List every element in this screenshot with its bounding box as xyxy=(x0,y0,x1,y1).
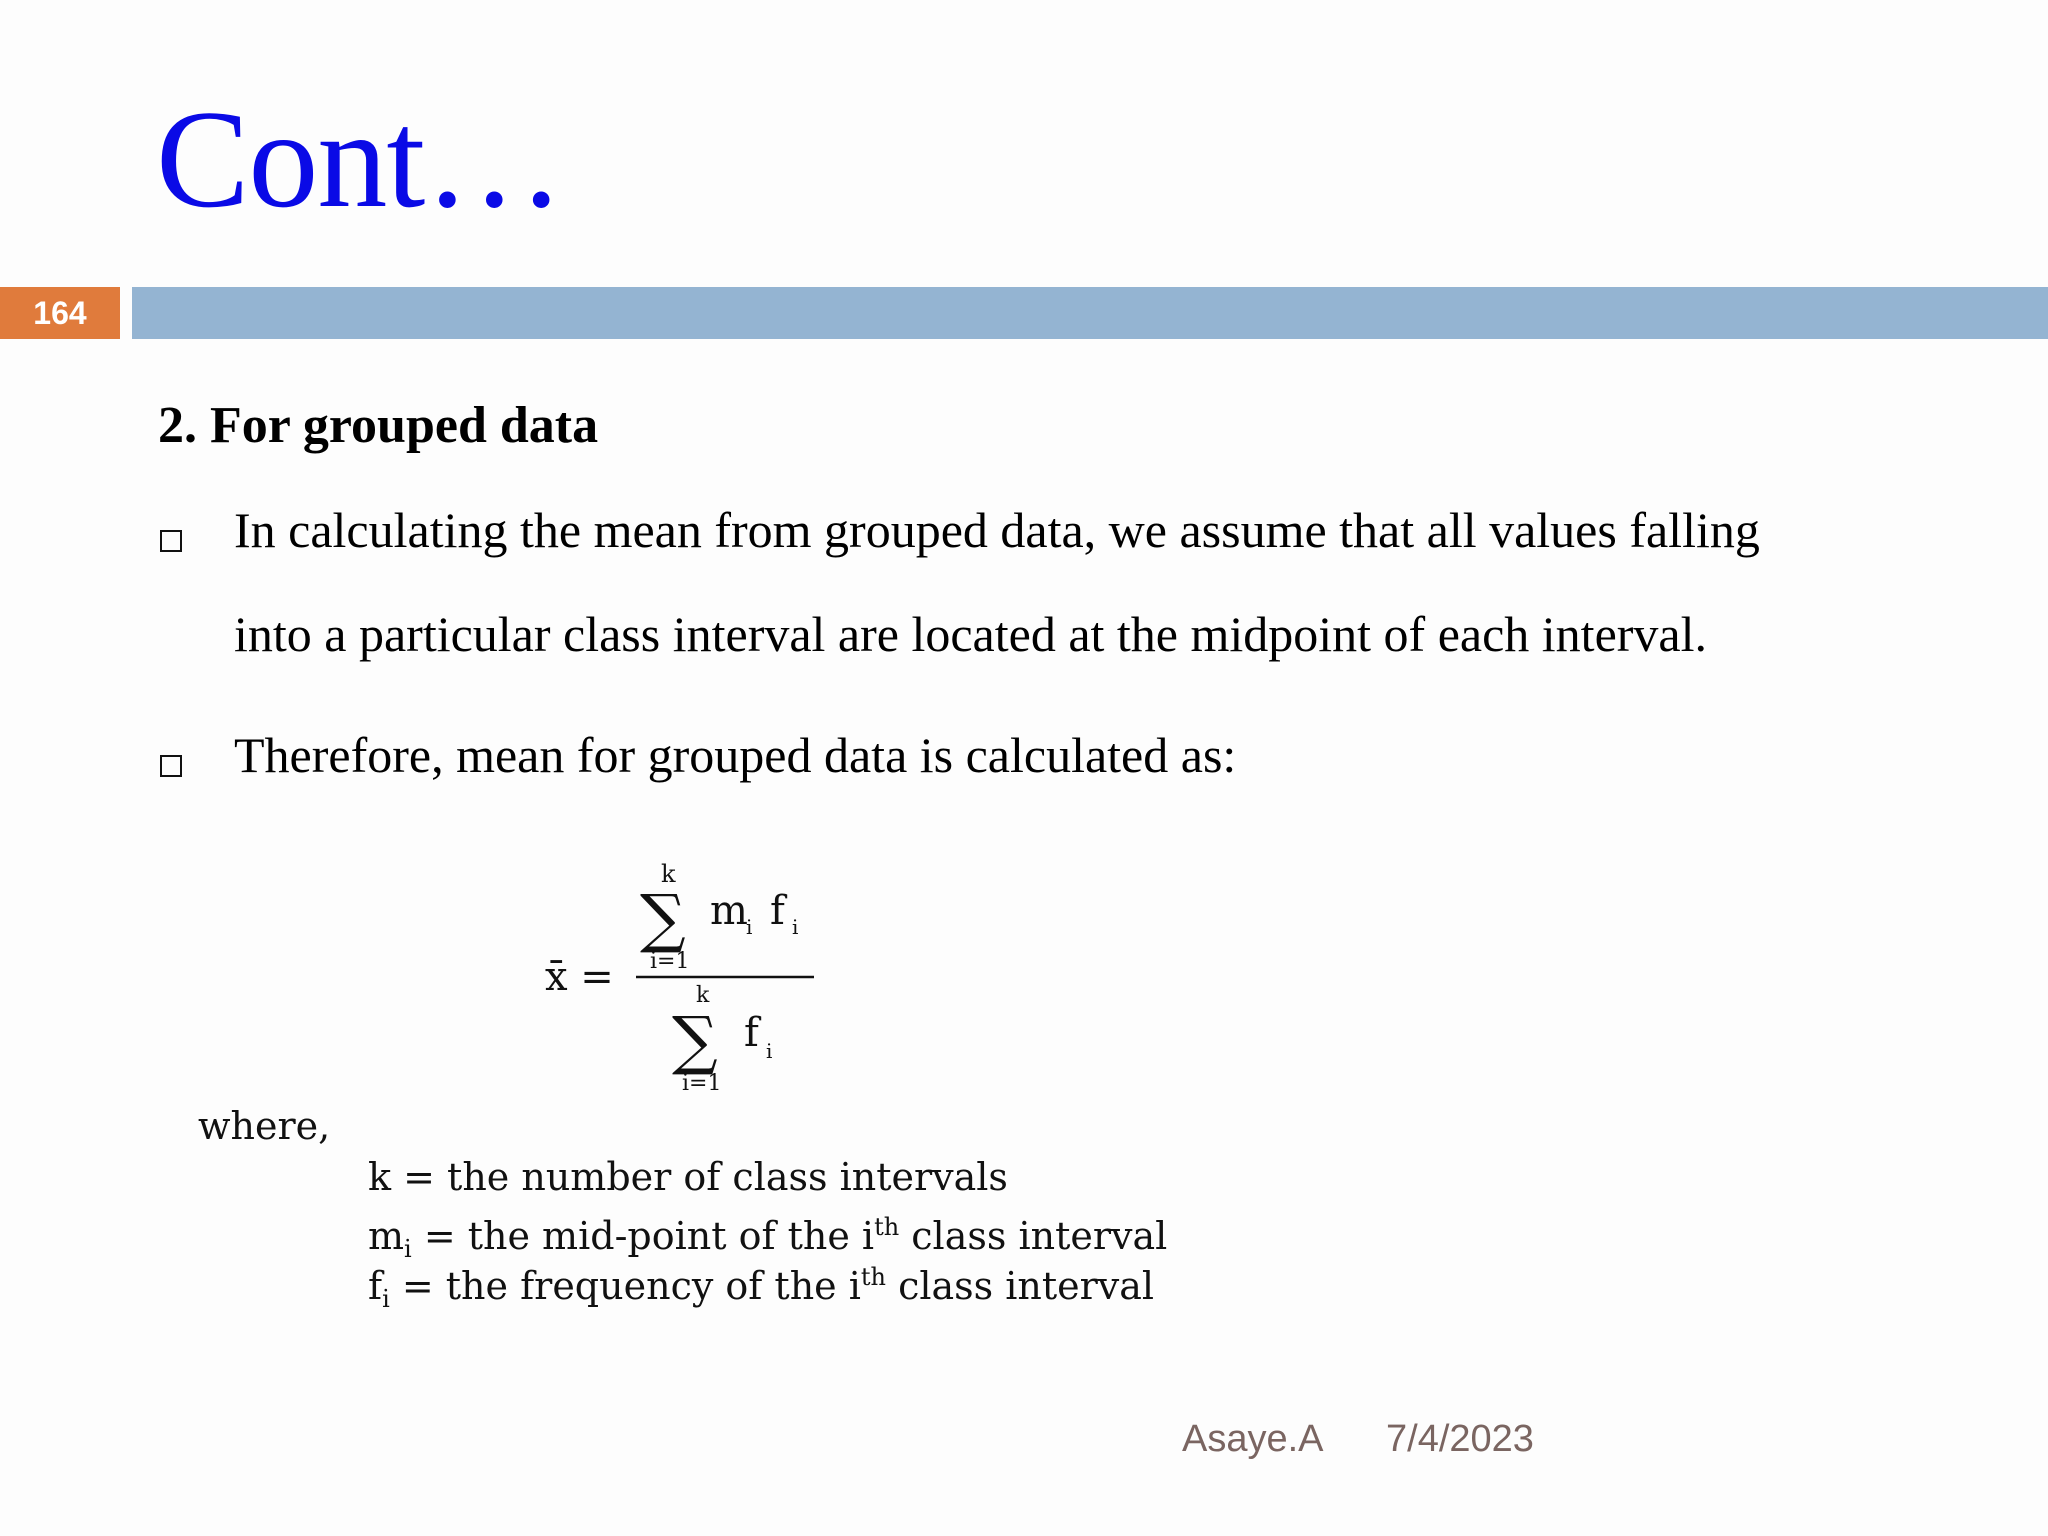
sum-upper-limit: k xyxy=(661,860,676,888)
footer-author: Asaye.A xyxy=(1182,1418,1324,1460)
definition-subscript: i xyxy=(382,1285,390,1313)
slide-title: Cont… xyxy=(156,82,564,237)
slide-number: 164 xyxy=(0,287,120,339)
numerator-f: f xyxy=(770,888,785,934)
definition-row xyxy=(368,1252,1167,1313)
bullet-text-line: In calculating the mean from grouped data, we assume that all values falling xyxy=(234,502,1760,558)
numerator-sub-i2: i xyxy=(792,915,799,939)
definition-tail: class interval xyxy=(899,1214,1168,1258)
definition-superscript: th xyxy=(874,1213,900,1241)
numerator-m: m xyxy=(710,888,748,934)
definition-text: = the mid-point of the i xyxy=(423,1214,875,1258)
bullet-text-line: Therefore, mean for grouped data is calculated as: xyxy=(234,727,1237,783)
sum-lower-limit: i=1 xyxy=(650,949,690,974)
definition-row xyxy=(368,1152,1167,1202)
where-label: where, xyxy=(198,1104,331,1148)
formula-lhs: x̄ = xyxy=(545,954,614,1000)
bullet-text-line: into a particular class interval are located at the midpoint of each interval. xyxy=(234,606,1707,662)
denominator-f: f xyxy=(744,1010,759,1056)
section-heading: 2. For grouped data xyxy=(158,397,599,454)
sigma-symbol: ∑ xyxy=(672,1004,718,1078)
footer-date: 7/4/2023 xyxy=(1386,1418,1534,1460)
definitions-list xyxy=(368,1152,1168,1313)
definition-subscript: i xyxy=(404,1235,412,1263)
definition-symbol: m xyxy=(368,1214,405,1258)
sigma-symbol: ∑ xyxy=(640,882,686,956)
definition-symbol: k xyxy=(368,1155,392,1199)
numerator-sub-i: i xyxy=(746,915,753,939)
definition-text: = the number of class intervals xyxy=(403,1155,1008,1199)
definition-superscript: th xyxy=(860,1263,886,1291)
definition-tail: class interval xyxy=(886,1264,1155,1308)
definition-symbol: f xyxy=(368,1264,383,1308)
definition-row xyxy=(368,1202,1168,1263)
denominator-sub-i: i xyxy=(766,1039,773,1063)
definition-text: = the frequency of the i xyxy=(401,1264,861,1308)
sum-upper-limit: k xyxy=(696,983,710,1008)
sum-lower-limit: i=1 xyxy=(682,1071,722,1096)
